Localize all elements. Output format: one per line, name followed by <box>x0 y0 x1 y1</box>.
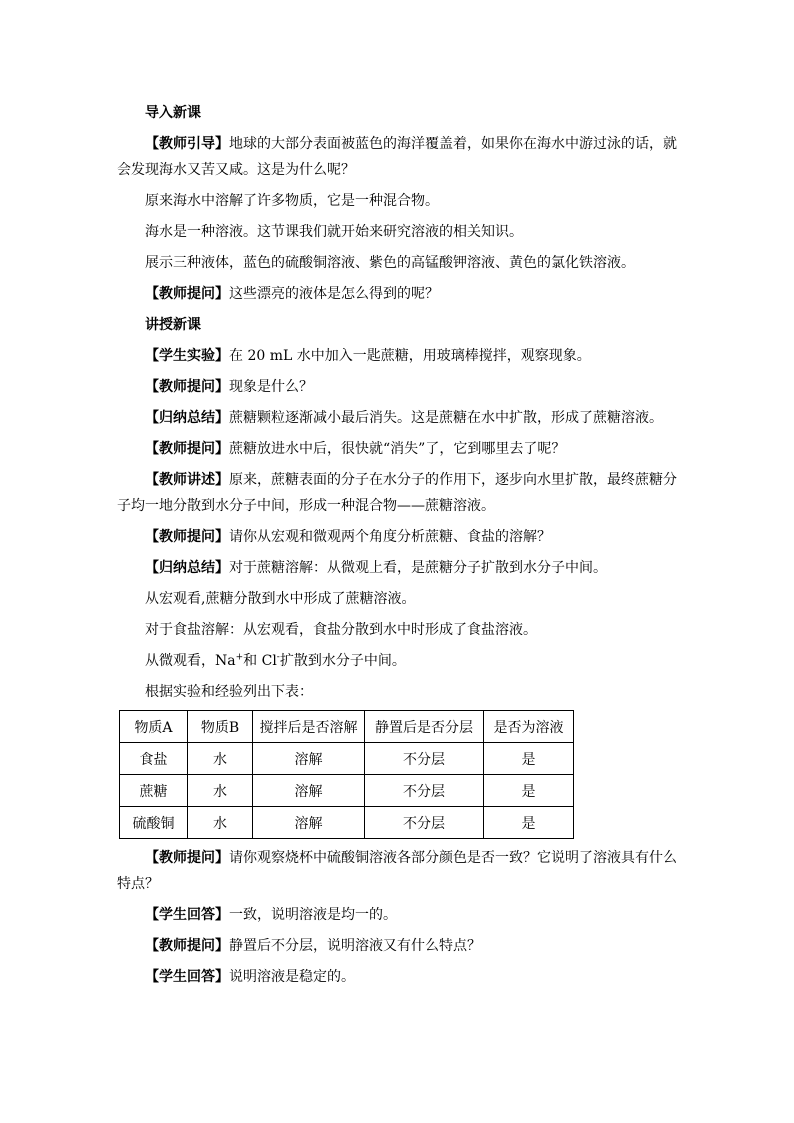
text-question-3: 蔗糖放进水中后，很快就“消失”了，它到哪里去了呢？ <box>229 441 566 457</box>
table-cell: 食盐 <box>120 743 188 775</box>
table-cell: 溶解 <box>253 775 365 807</box>
paragraph-question-3 <box>117 436 677 462</box>
table-cell: 蔗糖 <box>120 775 188 807</box>
paragraph-seawater-mixture: 原来海水中溶解了许多物质，它是一种混合物。 <box>145 193 439 209</box>
table-header-cell: 物质A <box>120 711 188 743</box>
label-summary-2: 【归纳总结】 <box>145 560 229 576</box>
table-cell: 溶解 <box>253 807 365 839</box>
label-answer-2: 【学生回答】 <box>145 969 229 985</box>
text-answer-2: 说明溶液是稳定的。 <box>229 969 355 985</box>
label-teacher-guide: 【教师引导】 <box>145 136 229 152</box>
table-cell: 是 <box>484 807 574 839</box>
table-row <box>120 807 574 839</box>
paragraph-summary-1 <box>117 405 677 431</box>
text-teacher-guide: 地球的大部分表面被蓝色的海洋覆盖着，如果你在海水中游过泳的话，就会发现海水又苦又咸。这是为什么呢？ <box>117 136 677 178</box>
text-summary-1: 蔗糖颗粒逐渐减小最后消失。这是蔗糖在水中扩散，形成了蔗糖溶液。 <box>229 410 663 426</box>
text-question-5: 请你观察烧杯中硫酸铜溶液各部分颜色是否一致？它说明了溶液具有什么特点？ <box>117 850 677 892</box>
text-answer-1: 一致，说明溶液是均一的。 <box>229 907 397 923</box>
label-question-2: 【教师提问】 <box>145 379 229 395</box>
paragraph-question-6 <box>117 933 677 959</box>
table-header-cell: 静置后是否分层 <box>365 711 484 743</box>
text-summary-2: 对于蔗糖溶解：从微观上看，是蔗糖分子扩散到水分子中间。 <box>229 560 607 576</box>
table-cell: 硫酸铜 <box>120 807 188 839</box>
paragraph-question-5 <box>117 845 677 897</box>
label-question-3: 【教师提问】 <box>145 441 229 457</box>
paragraph-question-2 <box>117 374 677 400</box>
table-cell: 水 <box>188 743 253 775</box>
salt-micro-pre: 从微观看，Na <box>145 653 236 669</box>
text-question-4: 请你从宏观和微观两个角度分析蔗糖、食盐的溶解？ <box>229 529 551 545</box>
table-cell: 不分层 <box>365 807 484 839</box>
label-question-6: 【教师提问】 <box>145 938 229 954</box>
label-teacher-explain: 【教师讲述】 <box>145 472 229 488</box>
document-page <box>117 100 677 995</box>
text-experiment: 在 20 mL 水中加入一匙蔗糖，用玻璃棒搅拌，观察现象。 <box>229 348 591 364</box>
table-cell: 水 <box>188 807 253 839</box>
paragraph-summary-2 <box>117 555 677 581</box>
heading-intro: 导入新课 <box>145 105 201 121</box>
table-cell: 水 <box>188 775 253 807</box>
paragraph-teacher-guide <box>117 131 677 183</box>
paragraph-show-liquids: 展示三种液体，蓝色的硫酸铜溶液、紫色的高锰酸钾溶液、黄色的氯化铁溶液。 <box>145 255 635 271</box>
label-experiment: 【学生实验】 <box>145 348 229 364</box>
sodium-charge: + <box>235 652 244 663</box>
table-cell: 不分层 <box>365 775 484 807</box>
text-question-6: 静置后不分层，说明溶液又有什么特点？ <box>229 938 481 954</box>
paragraph-sugar-macro: 从宏观看,蔗糖分散到水中形成了蔗糖溶液。 <box>145 591 416 607</box>
paragraph-teacher-explain <box>117 467 677 519</box>
label-question-1: 【教师提问】 <box>145 286 229 302</box>
table-cell: 是 <box>484 743 574 775</box>
table-header-cell: 物质B <box>188 711 253 743</box>
table-cell: 溶解 <box>253 743 365 775</box>
table-cell: 是 <box>484 775 574 807</box>
table-cell: 不分层 <box>365 743 484 775</box>
text-question-1: 这些漂亮的液体是怎么得到的呢？ <box>229 286 439 302</box>
paragraph-experiment <box>117 343 677 369</box>
paragraph-salt-macro: 对于食盐溶解：从宏观看，食盐分散到水中时形成了食盐溶液。 <box>145 622 537 638</box>
paragraph-answer-1 <box>117 902 677 928</box>
table-header-cell: 搅拌后是否溶解 <box>253 711 365 743</box>
text-teacher-explain: 原来，蔗糖表面的分子在水分子的作用下，逐步向水里扩散，最终蔗糖分子均一地分散到水分子中间，形成一种混合物——蔗糖溶液。 <box>117 472 677 514</box>
solution-table <box>119 710 574 839</box>
table-header-row <box>120 711 574 743</box>
table-header-cell: 是否为溶液 <box>484 711 574 743</box>
paragraph-salt-micro <box>117 648 677 674</box>
heading-teach: 讲授新课 <box>145 317 201 333</box>
salt-micro-mid: 和 Cl <box>243 653 277 669</box>
table-row <box>120 775 574 807</box>
paragraph-answer-2 <box>117 964 677 990</box>
text-question-2: 现象是什么？ <box>229 379 313 395</box>
label-question-4: 【教师提问】 <box>145 529 229 545</box>
paragraph-question-4 <box>117 524 677 550</box>
paragraph-question-1 <box>117 281 677 307</box>
chloride-charge: - <box>276 652 280 663</box>
paragraph-table-intro: 根据实验和经验列出下表： <box>145 684 313 700</box>
label-answer-1: 【学生回答】 <box>145 907 229 923</box>
label-summary-1: 【归纳总结】 <box>145 410 229 426</box>
label-question-5: 【教师提问】 <box>145 850 229 866</box>
salt-micro-post: 扩散到水分子中间。 <box>279 653 406 669</box>
table-row <box>120 743 574 775</box>
paragraph-seawater-solution: 海水是一种溶液。这节课我们就开始来研究溶液的相关知识。 <box>145 224 523 240</box>
